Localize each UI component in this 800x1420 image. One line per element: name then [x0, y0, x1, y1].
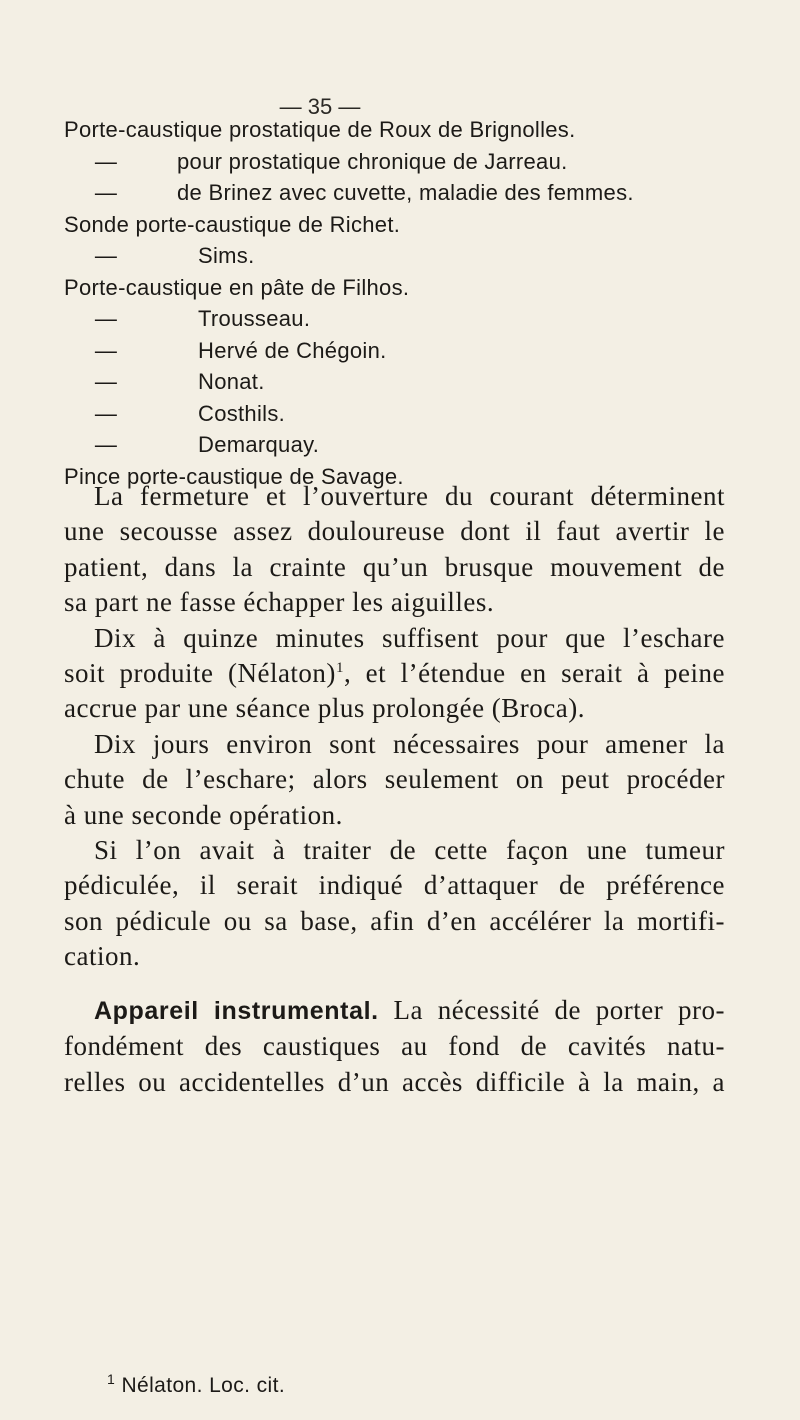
list-item-text: Trousseau.: [198, 306, 311, 331]
paragraph: [64, 727, 725, 833]
list-item: [64, 240, 634, 272]
list-item-text: Hervé de Chégoin.: [198, 337, 387, 363]
paragraph: [64, 993, 725, 1100]
text-fragment: , et l’étendue en serait à peine: [343, 658, 725, 689]
footnote-text: Nélaton. Loc. cit.: [121, 1374, 286, 1397]
ditto-dash: —: [94, 400, 118, 426]
list-item: [64, 114, 634, 146]
list-item-text: Porte-caustique prostatique de Roux de Brignolles.: [64, 117, 576, 142]
list-item: [64, 272, 634, 304]
text-line: patient, dans la crainte qu’un brusque mouvement de: [64, 551, 725, 582]
paragraph: [64, 479, 725, 621]
ditto-dash: —: [94, 148, 118, 174]
list-item: [64, 303, 634, 335]
text-fragment: La nécessité de porter pro-: [378, 994, 725, 1025]
list-item-text: Nonat.: [198, 369, 265, 394]
paragraph: [64, 833, 725, 975]
text-line: chute de l’eschare; alors seulement on peut procéder: [64, 764, 725, 795]
list-item-text: Demarquay.: [198, 432, 320, 457]
text-line: Dix jours environ sont nécessaires pour amener la: [94, 728, 725, 759]
text-line: sa part ne fasse échapper les aiguilles.: [64, 587, 495, 618]
ditto-dash: —: [94, 180, 118, 205]
ditto-dash: —: [94, 243, 118, 268]
list-item: [64, 398, 634, 430]
list-item: [64, 209, 634, 241]
text-line: accrue par une séance plus prolongée (Broca).: [64, 693, 585, 724]
ditto-dash: —: [94, 337, 118, 363]
text-line: relles ou accidentelles d’un accès difficile à la main, a: [64, 1066, 725, 1097]
text-line: [64, 656, 725, 691]
body-text: [64, 479, 725, 1100]
list-item-text: Sonde porte-caustique de Richet.: [64, 211, 401, 237]
text-line: cation.: [64, 941, 141, 972]
ditto-dash: —: [94, 369, 118, 394]
list-item: [64, 177, 634, 209]
list-item-text: Porte-caustique en pâte de Filhos.: [64, 274, 410, 300]
instrument-list: [64, 114, 634, 492]
ditto-dash: —: [94, 432, 118, 457]
paragraph: [64, 621, 725, 727]
list-item: [64, 335, 634, 367]
text-line: La fermeture et l’ouverture du courant déterminent: [94, 481, 725, 511]
list-item-text: Sims.: [198, 243, 255, 268]
list-item-text: Pince porte-caustique de Savage.: [64, 463, 404, 489]
text-fragment: soit produite (Nélaton): [64, 658, 336, 689]
list-item: [64, 366, 634, 398]
footnote-number: 1: [107, 1371, 116, 1387]
list-item-text: Costhils.: [198, 400, 286, 426]
text-line: Dix à quinze minutes suffisent pour que l’eschare: [94, 622, 725, 653]
text-line: une secousse assez douloureuse dont il faut avertir le: [64, 516, 725, 547]
text-line: [64, 993, 725, 1029]
list-item-text: pour prostatique chronique de Jarreau.: [177, 148, 568, 174]
footnote: [107, 1371, 286, 1398]
text-line: à une seconde opération.: [64, 799, 343, 830]
section-heading: Appareil instrumental.: [94, 996, 379, 1025]
list-item-text: de Brinez avec cuvette, maladie des femmes.: [177, 180, 634, 205]
list-item: [64, 146, 634, 178]
page-number: — 35 —: [279, 94, 361, 119]
list-item: [64, 429, 634, 461]
text-line: fondément des caustiques au fond de cavités natu-: [64, 1031, 725, 1062]
text-line: pédiculée, il serait indiqué d’attaquer de préférence: [64, 870, 725, 901]
text-line: Si l’on avait à traiter de cette façon une tumeur: [94, 835, 725, 866]
ditto-dash: —: [94, 306, 118, 331]
text-line: son pédicule ou sa base, afin d’en accélérer la mortifi-: [64, 905, 725, 936]
footnote-marker: 1: [335, 660, 344, 677]
